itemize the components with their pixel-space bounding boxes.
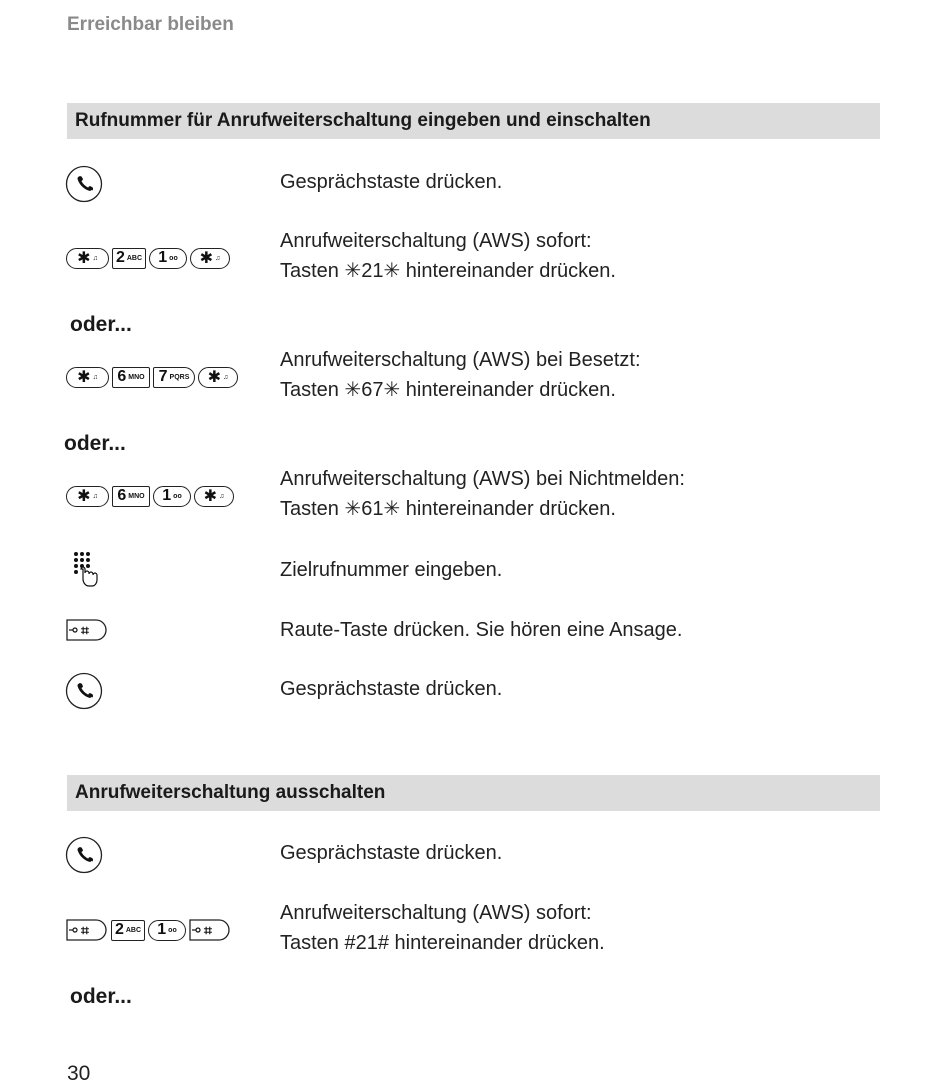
step-press-hash-key: Raute-Taste drücken. Sie hören eine Ansage. — [280, 619, 683, 641]
step-press-call-key-2: Gesprächstaste drücken. — [280, 678, 503, 700]
hash-key-icon — [66, 619, 108, 641]
hash-key-icon — [66, 919, 108, 941]
step-aws-immediate-off — [280, 898, 605, 958]
step-aws-immediate-line2: Tasten ✳21✳ hintereinander drücken. — [280, 260, 616, 282]
key-6-icon: 6 MNO — [112, 486, 150, 507]
svg-text:⌗: ⌗ — [81, 623, 89, 639]
svg-text:⌗: ⌗ — [81, 923, 89, 939]
oder-label-1: oder... — [70, 313, 132, 336]
key-sequence-hash-21-hash — [66, 919, 231, 941]
handset-icon — [65, 836, 103, 874]
step-aws-no-answer — [280, 464, 685, 524]
section-title-deactivate: Anrufweiterschaltung ausschalten — [67, 775, 880, 811]
step-aws-immediate-off-line1: Anrufweiterschaltung (AWS) sofort: — [280, 902, 592, 924]
hash-key-icon — [189, 919, 231, 941]
step-enter-target-number: Zielrufnummer eingeben. — [280, 559, 503, 581]
handset-icon — [65, 165, 103, 203]
star-key-icon: ✱ ♫ — [194, 486, 234, 507]
section-title-activate: Rufnummer für Anrufweiterschaltung eingeben und einschalten — [67, 103, 880, 139]
key-2-icon: 2 ABC — [111, 920, 145, 941]
running-header: Erreichbar bleiben — [67, 14, 234, 35]
oder-label-2: oder... — [64, 432, 126, 455]
step-press-call-key-1: Gesprächstaste drücken. — [280, 171, 503, 193]
step-aws-no-answer-line2: Tasten ✳61✳ hintereinander drücken. — [280, 498, 616, 520]
step-aws-immediate-off-line2: Tasten #21# hintereinander drücken. — [280, 932, 605, 954]
keypad-hand-icon — [72, 551, 102, 591]
step-aws-no-answer-line1: Anrufweiterschaltung (AWS) bei Nichtmelden: — [280, 468, 685, 490]
page-number: 30 — [67, 1062, 91, 1085]
key-sequence-star-61-star — [66, 485, 234, 507]
step-aws-busy-line1: Anrufweiterschaltung (AWS) bei Besetzt: — [280, 349, 641, 371]
star-key-icon: ✱ ♫ — [66, 248, 109, 269]
step-aws-busy-line2: Tasten ✳67✳ hintereinander drücken. — [280, 379, 616, 401]
key-1-icon: 1 oo — [153, 486, 191, 507]
step-aws-busy — [280, 345, 641, 405]
star-key-icon: ✱ ♫ — [198, 367, 238, 388]
key-sequence-star-67-star — [66, 366, 238, 388]
key-6-icon: 6 MNO — [112, 367, 150, 388]
star-key-icon: ✱ ♫ — [66, 367, 109, 388]
step-aws-immediate — [280, 226, 616, 286]
step-aws-immediate-line1: Anrufweiterschaltung (AWS) sofort: — [280, 230, 592, 252]
key-2-icon: 2 ABC — [112, 248, 146, 269]
oder-label-3: oder... — [70, 985, 132, 1008]
star-key-icon: ✱ ♫ — [66, 486, 109, 507]
handset-icon — [65, 672, 103, 710]
star-key-icon: ✱ ♫ — [190, 248, 230, 269]
key-1-icon: 1 oo — [149, 248, 187, 269]
key-1-icon: 1 oo — [148, 920, 186, 941]
svg-text:⌗: ⌗ — [204, 923, 212, 939]
key-sequence-star-21-star — [66, 247, 230, 269]
key-7-icon: 7 PQRS — [153, 367, 195, 388]
step-press-call-key-3: Gesprächstaste drücken. — [280, 842, 503, 864]
